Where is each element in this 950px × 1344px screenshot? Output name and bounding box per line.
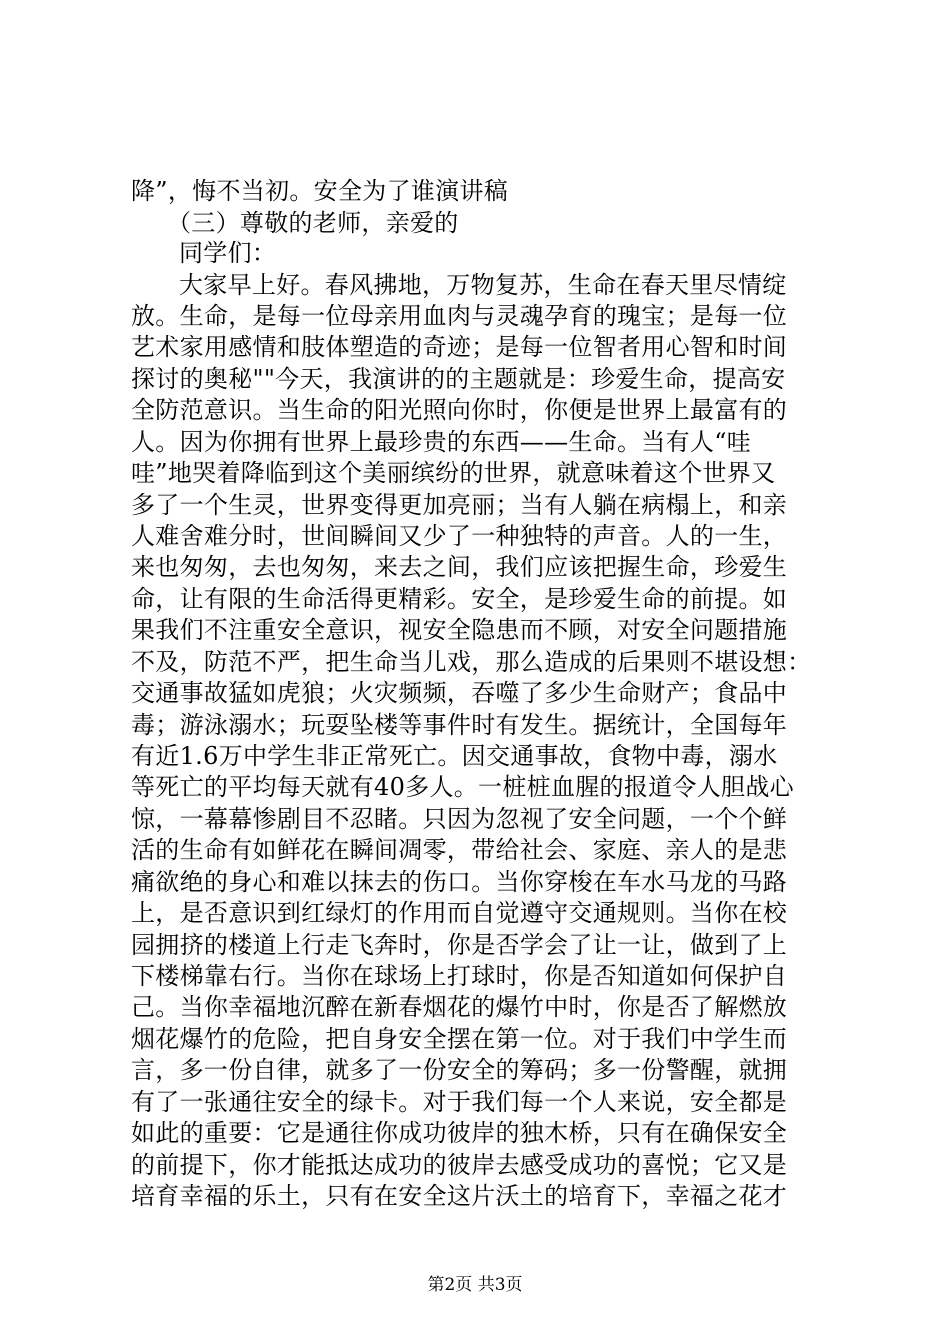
text-line: 放。生命，是每一位母亲用血肉与灵魂孕育的瑰宝；是每一位 xyxy=(131,302,788,330)
text-line: 多了一个生灵，世界变得更加亮丽；当有人躺在病榻上，和亲 xyxy=(131,491,788,519)
text-line: 言，多一份自律，就多了一份安全的筹码；多一份警醒，就拥 xyxy=(131,1056,788,1084)
text-line: 己。当你幸福地沉醉在新春烟花的爆竹中时，你是否了解燃放 xyxy=(131,993,788,1021)
text-line: 果我们不注重安全意识，视安全隐患而不顾，对安全问题措施 xyxy=(131,616,788,644)
text-line: 探讨的奥秘""今天，我演讲的的主题就是：珍爱生命，提高安 xyxy=(131,365,786,393)
text-line: 烟花爆竹的危险，把自身安全摆在第一位。对于我们中学生而 xyxy=(131,1025,788,1053)
text-line: 交通事故猛如虎狼；火灾频频，吞噬了多少生命财产；食品中 xyxy=(131,679,788,707)
page-number-footer: 第2页 共3页 xyxy=(427,1275,523,1295)
text-line: 上，是否意识到红绿灯的作用而自觉遵守交通规则。当你在校 xyxy=(131,899,788,927)
text-line: 培育幸福的乐土，只有在安全这片沃土的培育下，幸福之花才 xyxy=(131,1182,788,1210)
text-line: 毒；游泳溺水；玩耍坠楼等事件时有发生。据统计，全国每年 xyxy=(131,711,788,739)
text-line: 哇”地哭着降临到这个美丽缤纷的世界，就意味着这个世界又 xyxy=(131,459,776,487)
text-line: 人难舍难分时，世间瞬间又少了一种独特的声音。人的一生， xyxy=(131,522,788,550)
text-line: （三）尊敬的老师，亲爱的 xyxy=(167,209,459,237)
text-line: 命，让有限的生命活得更精彩。安全，是珍爱生命的前提。如 xyxy=(131,585,788,613)
text-line: 下楼梯靠右行。当你在球场上打球时，你是否知道如何保护自 xyxy=(131,962,788,990)
paragraph-start-line: 大家早上好。春风拂地，万物复苏，生命在春天里尽情绽 xyxy=(179,271,787,299)
text-line: 痛欲绝的身心和难以抹去的伤口。当你穿梭在车水马龙的马路 xyxy=(131,868,788,896)
text-line: 等死亡的平均每天就有40多人。一桩桩血腥的报道令人胆战心 xyxy=(131,773,794,801)
text-line: 有了一张通往安全的绿卡。对于我们每一个人来说，安全都是 xyxy=(131,1088,788,1116)
text-line: 同学们： xyxy=(179,239,277,267)
text-line: 活的生命有如鲜花在瞬间凋零，带给社会、家庭、亲人的是悲 xyxy=(131,836,788,864)
text-line: 园拥挤的楼道上行走飞奔时，你是否学会了让一让，做到了上 xyxy=(131,931,788,959)
text-line: 人。因为你拥有世界上最珍贵的东西——生命。当有人“哇 xyxy=(131,428,752,456)
text-line: 惊，一幕幕惨剧目不忍睹。只因为忽视了安全问题，一个个鲜 xyxy=(131,805,788,833)
text-line: 的前提下，你才能抵达成功的彼岸去感受成功的喜悦；它又是 xyxy=(131,1151,788,1179)
text-line: 艺术家用感情和肢体塑造的奇迹；是每一位智者用心智和时间 xyxy=(131,333,788,361)
text-line: 降”，悔不当初。安全为了谁演讲稿 xyxy=(131,177,509,205)
text-line: 来也匆匆，去也匆匆，来去之间，我们应该把握生命，珍爱生 xyxy=(131,553,788,581)
text-line: 如此的重要：它是通往你成功彼岸的独木桥，只有在确保安全 xyxy=(131,1119,788,1147)
text-line: 全防范意识。当生命的阳光照向你时，你便是世界上最富有的 xyxy=(131,396,788,424)
text-line: 不及，防范不严，把生命当儿戏，那么造成的后果则不堪设想： xyxy=(131,648,812,676)
text-line: 有近1.6万中学生非正常死亡。因交通事故，食物中毒，溺水 xyxy=(131,742,778,770)
